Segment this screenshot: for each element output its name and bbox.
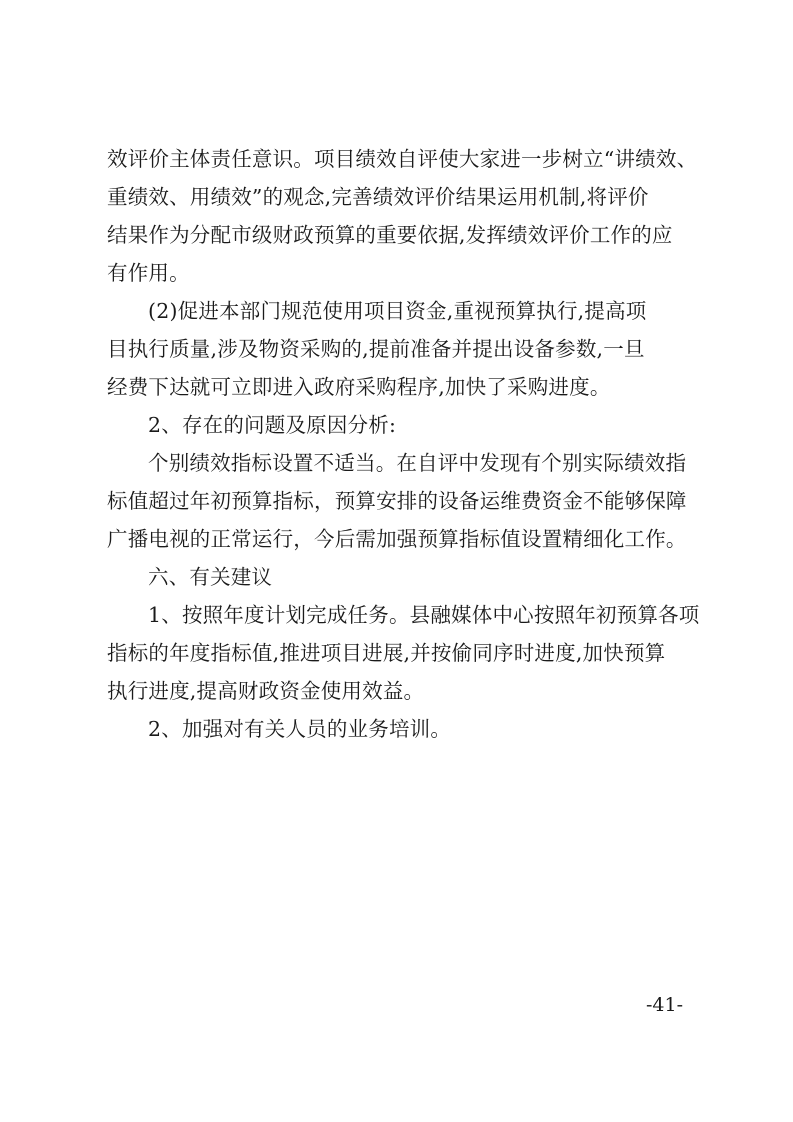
text-line: 效评价主体责任意识。项目绩效自评使大家进一步树立“讲绩效、 — [107, 147, 698, 171]
text-line: 2、加强对有关人员的业务培训。 — [148, 717, 452, 741]
text-line: (2)促进本部门规范使用项目资金,重视预算执行,提高项 — [148, 299, 647, 323]
page-number: -41- — [646, 994, 684, 1016]
section-heading: 六、有关建议 — [148, 565, 273, 589]
text-line: 指标的年度指标值,推进项目进展,并按偷同序时进度,加快预算 — [107, 641, 666, 665]
text-line: 目执行质量,涉及物资采购的,提前准备并提出设备参数,一旦 — [107, 337, 645, 361]
text-line: 经费下达就可立即进入政府采购程序,加快了采购进度。 — [107, 375, 611, 399]
text-line: 执行进度,提高财政资金使用效益。 — [107, 679, 425, 703]
section-heading: 2、存在的问题及原因分析: — [148, 413, 397, 437]
text-line: 广播电视的正常运行，今后需加强预算指标值设置精细化工作。 — [107, 527, 687, 551]
text-line: 结果作为分配市级财政预算的重要依据,发挥绩效评价工作的应 — [107, 223, 673, 247]
text-line: 个别绩效指标设置不适当。在自评中发现有个别实际绩效指 — [148, 451, 687, 475]
text-line: 标值超过年初预算指标，预算安排的设备运维费资金不能够保障 — [107, 489, 687, 513]
text-line: 重绩效、用绩效”的观念,完善绩效评价结果运用机制,将评价 — [107, 185, 649, 209]
text-line: 1、按照年度计划完成任务。县融媒体中心按照年初预算各项 — [148, 603, 700, 627]
text-line: 有作用。 — [107, 261, 190, 285]
